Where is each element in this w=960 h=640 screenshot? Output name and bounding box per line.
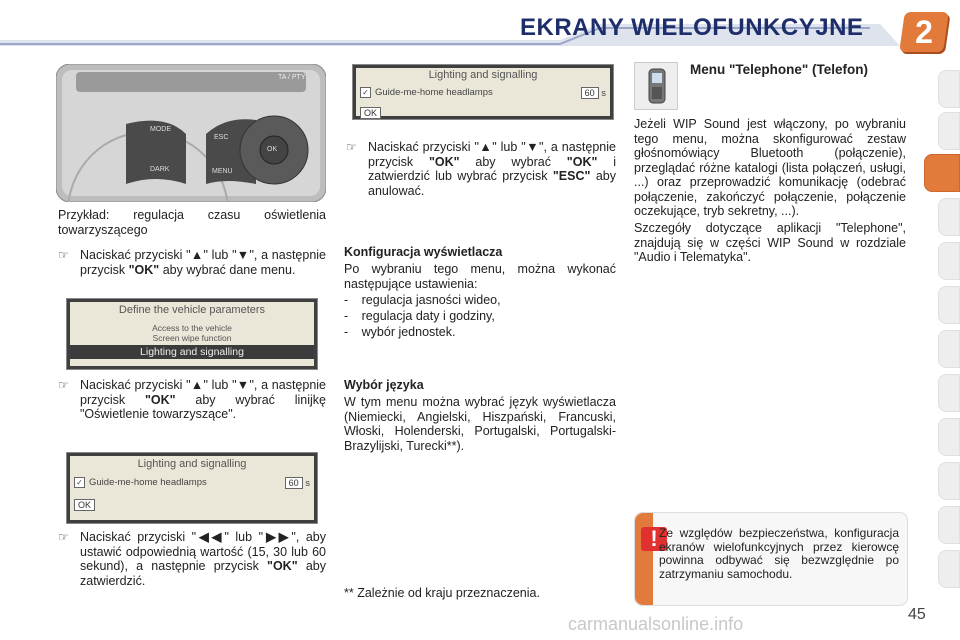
safety-warning-box [634, 512, 908, 606]
bullet-icon: ☞ [58, 530, 69, 544]
bullet-icon: ☞ [346, 140, 357, 154]
list-item: - wybór jednostek. [344, 324, 616, 340]
bullet-icon: ☞ [58, 248, 69, 262]
side-tab [938, 330, 960, 368]
up-icon: ▲ [190, 378, 204, 392]
side-tab [938, 198, 960, 236]
screen-title: Lighting and signalling [137, 458, 247, 470]
config-list [344, 292, 616, 340]
step-select-menu: ☞ Naciskać przyciski "▲" lub "▼", a następnie przycisk "OK" aby wybrać dane menu. [58, 248, 327, 277]
screen-title: Define the vehicle parameters [118, 304, 266, 316]
screen-row: ✓ Guide-me-home headlamps 60 s [74, 477, 310, 489]
list-item: - regulacja daty i godziny, [344, 308, 616, 324]
key-ta-pty: TA / PTY [278, 74, 306, 81]
side-tab-active [924, 154, 960, 192]
page-title: EKRANY WIELOFUNKCYJNE [520, 14, 864, 41]
side-tab [938, 418, 960, 456]
fast-forward-icon: ▶▶ [263, 530, 292, 544]
side-tab [938, 242, 960, 280]
down-icon: ▼ [236, 378, 250, 392]
side-tab [938, 112, 960, 150]
screen-menu-highlight: Lighting and signalling [70, 345, 314, 359]
key-mode: MODE [150, 126, 171, 133]
config-text: Po wybraniu tego menu, można wykonać następujące ustawienia: [344, 262, 616, 291]
keypad-illustration [56, 64, 326, 202]
screen-row: ✓ Guide-me-home headlamps 60 s [360, 87, 606, 99]
language-text: W tym menu można wybrać język wyświetlacza (Niemiecki, Angielski, Hiszpański, Francuski, Włoski, Holenderski, Portugalski, Portugalski-Brazylijski, Turecki**). [344, 395, 616, 453]
step-select-line: ☞ Naciskać przyciski "▲" lub "▼", a następnie przycisk "OK" aby wybrać linijkę "Oświetlenie towarzyszące". [58, 378, 327, 421]
rewind-icon: ◀◀ [196, 530, 225, 544]
language-heading: Wybór języka [344, 378, 424, 392]
side-tab [938, 462, 960, 500]
screen-ok-box: OK [360, 107, 381, 119]
down-icon: ▼ [525, 140, 540, 154]
screen-lighting-signalling-2 [352, 64, 614, 120]
side-tab [938, 374, 960, 412]
warning-icon: ! [641, 527, 667, 551]
checkbox-icon: ✓ [360, 87, 371, 98]
key-esc: ESC [214, 134, 229, 141]
screen-vehicle-parameters [66, 298, 318, 370]
key-dark: DARK [150, 166, 170, 173]
footnote: ** Zależnie od kraju przeznaczenia. [344, 586, 540, 600]
telephone-para1: Jeżeli WIP Sound jest włączony, po wybraniu tego menu, można skonfigurować zestaw głośnomówiący Bluetooth (połączenie), przeglądać różne katalogi (lista połączeń, usługi, ...) oraz przeprowadzić komunikację (odebrać połączenie, zakończyć połączenie, połączenie oczekujące, tryb sekretny, ...). [634, 117, 906, 218]
mobile-phone-drawing [635, 63, 677, 109]
screen-title: Lighting and signalling [428, 69, 538, 81]
keypad-drawing [56, 64, 326, 202]
step-set-value: ☞ Naciskać przyciski "◀◀" lub "▶▶", aby ustawić odpowiednią wartość (15, 30 lub 60 sekund), a następnie przycisk "OK" aby zatwierdzić. [58, 530, 326, 588]
page-number: 45 [908, 606, 926, 623]
side-tabs [938, 70, 960, 600]
side-tab [938, 70, 960, 108]
screen-menu-item: Screen wipe function [152, 333, 232, 343]
screen-lighting-signalling [66, 452, 318, 524]
side-tab [938, 550, 960, 588]
side-tab [938, 506, 960, 544]
bullet-icon: ☞ [58, 378, 69, 392]
telephone-heading: Menu "Telephone" (Telefon) [690, 62, 869, 77]
keypad-caption: Przykład: regulacja czasu oświetlenia towarzyszącego [58, 208, 326, 237]
side-tab [938, 286, 960, 324]
screen-menu-item: Access to the vehicle [152, 323, 232, 333]
config-heading: Konfiguracja wyświetlacza [344, 245, 503, 259]
chapter-badge: 2 [899, 12, 949, 52]
warning-text: Ze względów bezpieczeństwa, konfiguracja ekranów wielofunkcyjnych przez kierowcę powinna odbywać się bezwzględnie po zatrzymaniu samochodu. [659, 526, 899, 581]
up-icon: ▲ [478, 140, 493, 154]
key-ok: OK [267, 146, 278, 153]
watermark: carmanualsonline.info [568, 614, 744, 634]
down-icon: ▼ [236, 248, 250, 262]
key-menu: MENU [212, 168, 233, 175]
list-item: - regulacja jasności wideo, [344, 292, 616, 308]
checkbox-icon: ✓ [74, 477, 85, 488]
step-confirm: ☞ Naciskać przyciski "▲" lub "▼", a następnie przycisk "OK" aby wybrać "OK" i zatwierdzić lub wybrać przycisk "ESC" aby anulować. [346, 140, 617, 198]
up-icon: ▲ [190, 248, 204, 262]
screen-ok-box: OK [74, 499, 95, 511]
telephone-para2: Szczegóły dotyczące aplikacji "Telephone", znajdują się w części WIP Sound w rozdziale "Audio i Telematyka". [634, 221, 906, 264]
phone-icon [634, 62, 678, 110]
